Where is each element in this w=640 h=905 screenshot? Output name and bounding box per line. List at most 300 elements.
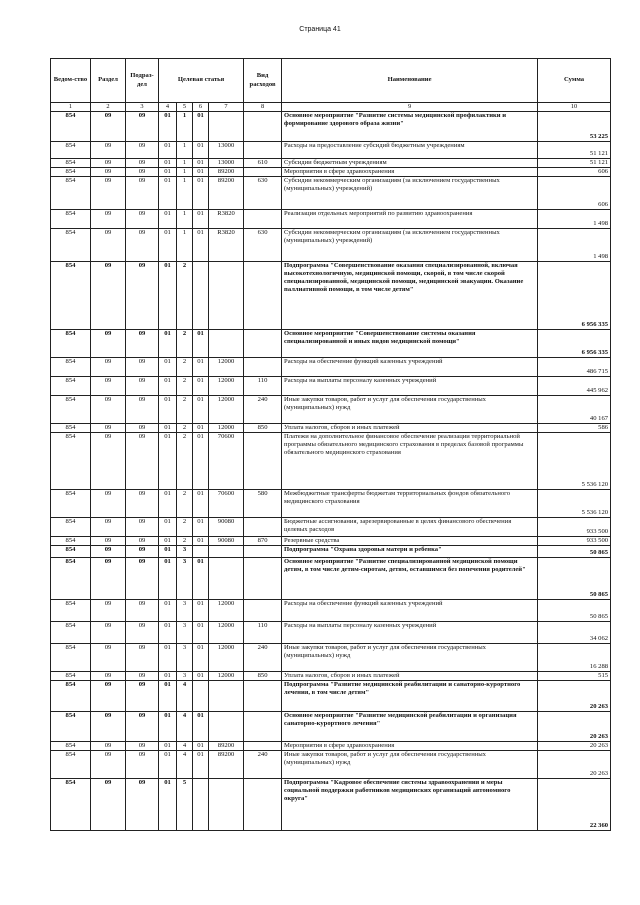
cell-celevaya-3: 01	[193, 396, 209, 424]
cell-summa: 16 288	[538, 644, 611, 672]
cell-celevaya-4	[209, 262, 244, 330]
cell-celevaya-1: 01	[159, 644, 177, 672]
cell-summa: 515	[538, 672, 611, 681]
cell-celevaya-1: 01	[159, 742, 177, 751]
column-number: 10	[538, 103, 611, 112]
cell-naimenovanie: Иные закупки товаров, работ и услуг для обеспечения государственных (муниципальных) нужд	[282, 751, 538, 779]
budget-table	[50, 58, 611, 831]
cell-podrazdel: 09	[126, 644, 159, 672]
cell-vid-rashodov	[244, 112, 282, 142]
cell-naimenovanie: Расходы на предоставление субсидий бюджетным учреждениям	[282, 142, 538, 159]
cell-celevaya-4: 89200	[209, 742, 244, 751]
cell-celevaya-2: 1	[177, 177, 193, 210]
cell-celevaya-1: 01	[159, 330, 177, 358]
cell-razdel: 09	[91, 490, 126, 518]
table-row	[51, 622, 611, 644]
cell-vedomstvo: 854	[51, 377, 91, 396]
cell-celevaya-1: 01	[159, 518, 177, 537]
cell-celevaya-1: 01	[159, 490, 177, 518]
cell-razdel: 09	[91, 358, 126, 377]
cell-vedomstvo: 854	[51, 518, 91, 537]
cell-podrazdel: 09	[126, 229, 159, 262]
cell-razdel: 09	[91, 600, 126, 622]
cell-celevaya-3: 01	[193, 558, 209, 600]
cell-razdel: 09	[91, 177, 126, 210]
header-celevaya-statya: Целевая статья	[159, 59, 244, 103]
cell-vid-rashodov: 110	[244, 377, 282, 396]
cell-podrazdel: 09	[126, 159, 159, 168]
cell-podrazdel: 09	[126, 779, 159, 831]
cell-vid-rashodov	[244, 558, 282, 600]
cell-vid-rashodov	[244, 742, 282, 751]
cell-naimenovanie: Подпрограмма "Охрана здоровья матери и ребенка"	[282, 546, 538, 558]
cell-podrazdel: 09	[126, 262, 159, 330]
cell-celevaya-4: 12000	[209, 600, 244, 622]
cell-celevaya-3: 01	[193, 751, 209, 779]
cell-summa: 22 360	[538, 779, 611, 831]
cell-vid-rashodov	[244, 142, 282, 159]
table-row	[51, 490, 611, 518]
cell-vid-rashodov	[244, 358, 282, 377]
cell-celevaya-1: 01	[159, 424, 177, 433]
cell-vedomstvo: 854	[51, 330, 91, 358]
cell-razdel: 09	[91, 168, 126, 177]
cell-razdel: 09	[91, 518, 126, 537]
cell-celevaya-2: 4	[177, 681, 193, 712]
table-row	[51, 433, 611, 490]
cell-summa: 6 956 335	[538, 262, 611, 330]
cell-celevaya-1: 01	[159, 396, 177, 424]
header-summa: Сумма	[538, 59, 611, 103]
cell-vid-rashodov	[244, 433, 282, 490]
cell-vid-rashodov	[244, 168, 282, 177]
cell-celevaya-3: 01	[193, 168, 209, 177]
cell-celevaya-1: 01	[159, 112, 177, 142]
table-row	[51, 537, 611, 546]
cell-vedomstvo: 854	[51, 490, 91, 518]
cell-vid-rashodov: 850	[244, 672, 282, 681]
cell-podrazdel: 09	[126, 396, 159, 424]
cell-naimenovanie: Субсидии некоммерческим организациям (за исключением государственных (муниципальных) учреждений)	[282, 229, 538, 262]
table-row	[51, 396, 611, 424]
cell-razdel: 09	[91, 229, 126, 262]
cell-vid-rashodov	[244, 600, 282, 622]
table-row	[51, 142, 611, 159]
cell-celevaya-4: 89200	[209, 751, 244, 779]
cell-celevaya-2: 1	[177, 159, 193, 168]
cell-celevaya-2: 3	[177, 546, 193, 558]
cell-podrazdel: 09	[126, 358, 159, 377]
cell-podrazdel: 09	[126, 490, 159, 518]
cell-celevaya-3: 01	[193, 229, 209, 262]
cell-summa: 933 500	[538, 537, 611, 546]
cell-razdel: 09	[91, 112, 126, 142]
cell-celevaya-3	[193, 681, 209, 712]
cell-celevaya-3: 01	[193, 490, 209, 518]
table-row	[51, 112, 611, 142]
cell-celevaya-2: 3	[177, 558, 193, 600]
table-row	[51, 168, 611, 177]
cell-celevaya-4	[209, 681, 244, 712]
cell-celevaya-2: 1	[177, 229, 193, 262]
cell-razdel: 09	[91, 142, 126, 159]
header-naimenovanie: Наименование	[282, 59, 538, 103]
cell-celevaya-1: 01	[159, 537, 177, 546]
cell-naimenovanie: Бюджетные ассигнования, зарезервированные в целях финансового обеспечения целевых расходов	[282, 518, 538, 537]
cell-vedomstvo: 854	[51, 168, 91, 177]
cell-naimenovanie: Подпрограмма "Совершенствование оказания специализированной, включая высокотехнологичную, медицинской помощи, скорой, в том числе скорой специализированной, медицинской помощи, медицинской эвакуации. Оказание паллиативной помощи, в том числе детям"	[282, 262, 538, 330]
header-podrazdel: Подраз-дел	[126, 59, 159, 103]
cell-celevaya-3	[193, 779, 209, 831]
cell-vid-rashodov: 610	[244, 159, 282, 168]
cell-razdel: 09	[91, 681, 126, 712]
cell-naimenovanie: Подпрограмма "Развитие медицинской реабилитации и санаторно-курортного лечения, в том числе детям"	[282, 681, 538, 712]
cell-razdel: 09	[91, 537, 126, 546]
cell-celevaya-2: 2	[177, 262, 193, 330]
table-row	[51, 712, 611, 742]
table-row	[51, 751, 611, 779]
cell-celevaya-1: 01	[159, 546, 177, 558]
cell-podrazdel: 09	[126, 712, 159, 742]
cell-summa: 34 062	[538, 622, 611, 644]
cell-celevaya-1: 01	[159, 142, 177, 159]
cell-summa: 50 865	[538, 546, 611, 558]
cell-summa: 20 263	[538, 712, 611, 742]
cell-razdel: 09	[91, 712, 126, 742]
cell-razdel: 09	[91, 546, 126, 558]
cell-celevaya-2: 2	[177, 537, 193, 546]
cell-celevaya-3: 01	[193, 177, 209, 210]
table-row	[51, 779, 611, 831]
header-vid-rashodov: Вид расходов	[244, 59, 282, 103]
cell-celevaya-2: 3	[177, 672, 193, 681]
cell-celevaya-2: 2	[177, 330, 193, 358]
cell-celevaya-3: 01	[193, 644, 209, 672]
table-row	[51, 672, 611, 681]
cell-celevaya-3: 01	[193, 672, 209, 681]
cell-razdel: 09	[91, 779, 126, 831]
cell-naimenovanie: Основное мероприятие "Развитие системы медицинской профилактики и формирование здорового образа жизни"	[282, 112, 538, 142]
cell-summa: 20 263	[538, 751, 611, 779]
cell-celevaya-3: 01	[193, 377, 209, 396]
cell-vedomstvo: 854	[51, 672, 91, 681]
cell-celevaya-4: 70600	[209, 433, 244, 490]
column-number: 7	[209, 103, 244, 112]
cell-vedomstvo: 854	[51, 779, 91, 831]
cell-celevaya-1: 01	[159, 377, 177, 396]
table-row	[51, 159, 611, 168]
cell-celevaya-2: 1	[177, 112, 193, 142]
column-number: 4	[159, 103, 177, 112]
cell-celevaya-4: 89200	[209, 177, 244, 210]
cell-vedomstvo: 854	[51, 433, 91, 490]
cell-vedomstvo: 854	[51, 159, 91, 168]
cell-celevaya-4	[209, 558, 244, 600]
cell-razdel: 09	[91, 433, 126, 490]
cell-summa: 20 263	[538, 681, 611, 712]
cell-naimenovanie: Уплата налогов, сборов и иных платежей	[282, 672, 538, 681]
header-razdel: Раздел	[91, 59, 126, 103]
cell-razdel: 09	[91, 396, 126, 424]
cell-celevaya-2: 5	[177, 779, 193, 831]
cell-summa: 50 865	[538, 558, 611, 600]
cell-naimenovanie: Расходы на обеспечение функций казенных учреждений	[282, 358, 538, 377]
cell-celevaya-3: 01	[193, 433, 209, 490]
cell-celevaya-2: 1	[177, 210, 193, 229]
cell-naimenovanie: Уплата налогов, сборов и иных платежей	[282, 424, 538, 433]
cell-celevaya-3: 01	[193, 518, 209, 537]
cell-celevaya-3: 01	[193, 622, 209, 644]
cell-celevaya-4: 12000	[209, 358, 244, 377]
cell-vedomstvo: 854	[51, 210, 91, 229]
cell-podrazdel: 09	[126, 330, 159, 358]
cell-vid-rashodov	[244, 330, 282, 358]
cell-summa: 606	[538, 177, 611, 210]
table-row	[51, 546, 611, 558]
cell-vid-rashodov: 240	[244, 644, 282, 672]
cell-celevaya-3: 01	[193, 159, 209, 168]
cell-summa: 1 498	[538, 210, 611, 229]
cell-naimenovanie: Основное мероприятие "Совершенствование системы оказания специализированной и иных видов медицинской помощи"	[282, 330, 538, 358]
cell-podrazdel: 09	[126, 142, 159, 159]
cell-celevaya-2: 2	[177, 396, 193, 424]
table-row	[51, 262, 611, 330]
cell-celevaya-2: 4	[177, 712, 193, 742]
cell-summa: 606	[538, 168, 611, 177]
cell-celevaya-4: 12000	[209, 424, 244, 433]
cell-vid-rashodov: 850	[244, 424, 282, 433]
cell-razdel: 09	[91, 644, 126, 672]
cell-naimenovanie: Платежи на дополнительное финансовое обеспечение реализации территориальной программы обязательного медицинского страхования в пределах базовой программы обязательного медицинского страхования	[282, 433, 538, 490]
cell-vedomstvo: 854	[51, 358, 91, 377]
table-row	[51, 229, 611, 262]
cell-vid-rashodov: 630	[244, 177, 282, 210]
cell-vedomstvo: 854	[51, 644, 91, 672]
cell-celevaya-2: 2	[177, 424, 193, 433]
table-row	[51, 424, 611, 433]
cell-celevaya-4	[209, 779, 244, 831]
cell-celevaya-1: 01	[159, 558, 177, 600]
cell-celevaya-1: 01	[159, 210, 177, 229]
cell-razdel: 09	[91, 330, 126, 358]
cell-podrazdel: 09	[126, 622, 159, 644]
cell-celevaya-2: 3	[177, 600, 193, 622]
cell-vedomstvo: 854	[51, 600, 91, 622]
cell-razdel: 09	[91, 210, 126, 229]
cell-razdel: 09	[91, 424, 126, 433]
cell-celevaya-1: 01	[159, 177, 177, 210]
cell-podrazdel: 09	[126, 600, 159, 622]
cell-vedomstvo: 854	[51, 751, 91, 779]
cell-vedomstvo: 854	[51, 742, 91, 751]
cell-vid-rashodov: 580	[244, 490, 282, 518]
cell-summa: 40 167	[538, 396, 611, 424]
cell-summa: 51 121	[538, 159, 611, 168]
cell-celevaya-3	[193, 546, 209, 558]
cell-naimenovanie: Расходы на выплаты персоналу казенных учреждений	[282, 622, 538, 644]
table-row	[51, 742, 611, 751]
cell-podrazdel: 09	[126, 681, 159, 712]
cell-naimenovanie: Основное мероприятие "Развитие медицинской реабилитации и организация санаторно-курортного лечения"	[282, 712, 538, 742]
cell-summa: 6 956 335	[538, 330, 611, 358]
cell-celevaya-3: 01	[193, 712, 209, 742]
cell-celevaya-3: 01	[193, 742, 209, 751]
cell-summa: 5 536 120	[538, 490, 611, 518]
cell-celevaya-2: 1	[177, 142, 193, 159]
cell-vid-rashodov: 110	[244, 622, 282, 644]
cell-vedomstvo: 854	[51, 177, 91, 210]
header-vedomstvo: Ведом-ство	[51, 59, 91, 103]
cell-vid-rashodov	[244, 681, 282, 712]
cell-podrazdel: 09	[126, 558, 159, 600]
cell-vedomstvo: 854	[51, 112, 91, 142]
cell-celevaya-1: 01	[159, 672, 177, 681]
cell-naimenovanie: Иные закупки товаров, работ и услуг для обеспечения государственных (муниципальных) нужд	[282, 644, 538, 672]
cell-vid-rashodov	[244, 518, 282, 537]
cell-summa: 50 865	[538, 600, 611, 622]
cell-celevaya-1: 01	[159, 229, 177, 262]
cell-naimenovanie: Расходы на обеспечение функций казенных учреждений	[282, 600, 538, 622]
cell-razdel: 09	[91, 751, 126, 779]
cell-celevaya-4: R3820	[209, 229, 244, 262]
table-row	[51, 644, 611, 672]
cell-celevaya-4: 90080	[209, 518, 244, 537]
cell-naimenovanie: Субсидии бюджетным учреждениям	[282, 159, 538, 168]
cell-podrazdel: 09	[126, 518, 159, 537]
cell-razdel: 09	[91, 558, 126, 600]
cell-celevaya-3: 01	[193, 358, 209, 377]
cell-podrazdel: 09	[126, 168, 159, 177]
cell-celevaya-4	[209, 330, 244, 358]
column-number: 3	[126, 103, 159, 112]
cell-podrazdel: 09	[126, 672, 159, 681]
cell-summa: 5 536 120	[538, 433, 611, 490]
column-number: 6	[193, 103, 209, 112]
cell-celevaya-1: 01	[159, 779, 177, 831]
cell-celevaya-4	[209, 546, 244, 558]
table-row	[51, 377, 611, 396]
column-number: 9	[282, 103, 538, 112]
cell-razdel: 09	[91, 262, 126, 330]
cell-vedomstvo: 854	[51, 229, 91, 262]
cell-vid-rashodov	[244, 262, 282, 330]
cell-celevaya-4: 12000	[209, 672, 244, 681]
cell-celevaya-1: 01	[159, 262, 177, 330]
cell-celevaya-1: 01	[159, 159, 177, 168]
cell-vedomstvo: 854	[51, 262, 91, 330]
cell-celevaya-4: 70600	[209, 490, 244, 518]
cell-celevaya-4: 12000	[209, 644, 244, 672]
cell-razdel: 09	[91, 742, 126, 751]
cell-summa: 1 498	[538, 229, 611, 262]
table-row	[51, 330, 611, 358]
cell-celevaya-2: 4	[177, 742, 193, 751]
cell-celevaya-4: 89200	[209, 168, 244, 177]
cell-summa: 51 121	[538, 142, 611, 159]
column-number-row	[51, 103, 611, 112]
cell-naimenovanie: Реализация отдельных мероприятий по развитию здравоохранения	[282, 210, 538, 229]
table-body	[51, 112, 611, 831]
cell-celevaya-1: 01	[159, 168, 177, 177]
cell-celevaya-2: 1	[177, 168, 193, 177]
cell-vid-rashodov: 240	[244, 751, 282, 779]
table-row	[51, 210, 611, 229]
cell-vedomstvo: 854	[51, 681, 91, 712]
cell-naimenovanie: Основное мероприятие "Развитие специализированной медицинской помощи детям, в том числе детям-сиротам, детям, оставшимся без попечения родителей"	[282, 558, 538, 600]
cell-vid-rashodov: 240	[244, 396, 282, 424]
cell-celevaya-2: 4	[177, 751, 193, 779]
cell-celevaya-3	[193, 262, 209, 330]
cell-celevaya-4: R3820	[209, 210, 244, 229]
cell-celevaya-3: 01	[193, 142, 209, 159]
table-row	[51, 358, 611, 377]
cell-naimenovanie: Иные закупки товаров, работ и услуг для обеспечения государственных (муниципальных) нужд	[282, 396, 538, 424]
cell-vedomstvo: 854	[51, 712, 91, 742]
cell-celevaya-1: 01	[159, 433, 177, 490]
cell-podrazdel: 09	[126, 112, 159, 142]
table-row	[51, 558, 611, 600]
cell-summa: 53 225	[538, 112, 611, 142]
cell-summa: 445 962	[538, 377, 611, 396]
header-row	[51, 59, 611, 103]
cell-summa: 933 500	[538, 518, 611, 537]
cell-celevaya-1: 01	[159, 751, 177, 779]
cell-celevaya-1: 01	[159, 712, 177, 742]
cell-celevaya-2: 2	[177, 518, 193, 537]
cell-summa: 486 715	[538, 358, 611, 377]
cell-vid-rashodov	[244, 546, 282, 558]
cell-naimenovanie: Межбюджетные трансферты бюджетам территориальных фондов обязательного медицинского страхования	[282, 490, 538, 518]
cell-celevaya-1: 01	[159, 622, 177, 644]
cell-celevaya-2: 3	[177, 644, 193, 672]
cell-razdel: 09	[91, 622, 126, 644]
cell-podrazdel: 09	[126, 742, 159, 751]
cell-podrazdel: 09	[126, 546, 159, 558]
cell-celevaya-1: 01	[159, 681, 177, 712]
cell-podrazdel: 09	[126, 751, 159, 779]
cell-naimenovanie: Субсидии некоммерческим организациям (за исключением государственных (муниципальных) учреждений)	[282, 177, 538, 210]
cell-vedomstvo: 854	[51, 424, 91, 433]
cell-vid-rashodov: 630	[244, 229, 282, 262]
cell-naimenovanie: Расходы на выплаты персоналу казенных учреждений	[282, 377, 538, 396]
cell-vedomstvo: 854	[51, 622, 91, 644]
cell-naimenovanie: Мероприятия в сфере здравоохранения	[282, 168, 538, 177]
cell-celevaya-1: 01	[159, 600, 177, 622]
column-number: 5	[177, 103, 193, 112]
cell-podrazdel: 09	[126, 433, 159, 490]
cell-razdel: 09	[91, 159, 126, 168]
cell-celevaya-3: 01	[193, 424, 209, 433]
column-number: 1	[51, 103, 91, 112]
cell-razdel: 09	[91, 377, 126, 396]
cell-celevaya-4: 90080	[209, 537, 244, 546]
cell-celevaya-2: 2	[177, 358, 193, 377]
cell-vid-rashodov	[244, 712, 282, 742]
cell-celevaya-4: 12000	[209, 396, 244, 424]
cell-celevaya-3: 01	[193, 600, 209, 622]
column-number: 8	[244, 103, 282, 112]
column-number: 2	[91, 103, 126, 112]
page-label: Страница 41	[299, 26, 341, 33]
cell-naimenovanie: Мероприятия в сфере здравоохранения	[282, 742, 538, 751]
cell-celevaya-3: 01	[193, 537, 209, 546]
cell-celevaya-3: 01	[193, 210, 209, 229]
cell-podrazdel: 09	[126, 177, 159, 210]
cell-summa: 586	[538, 424, 611, 433]
cell-summa: 20 263	[538, 742, 611, 751]
cell-vedomstvo: 854	[51, 142, 91, 159]
cell-celevaya-3: 01	[193, 330, 209, 358]
